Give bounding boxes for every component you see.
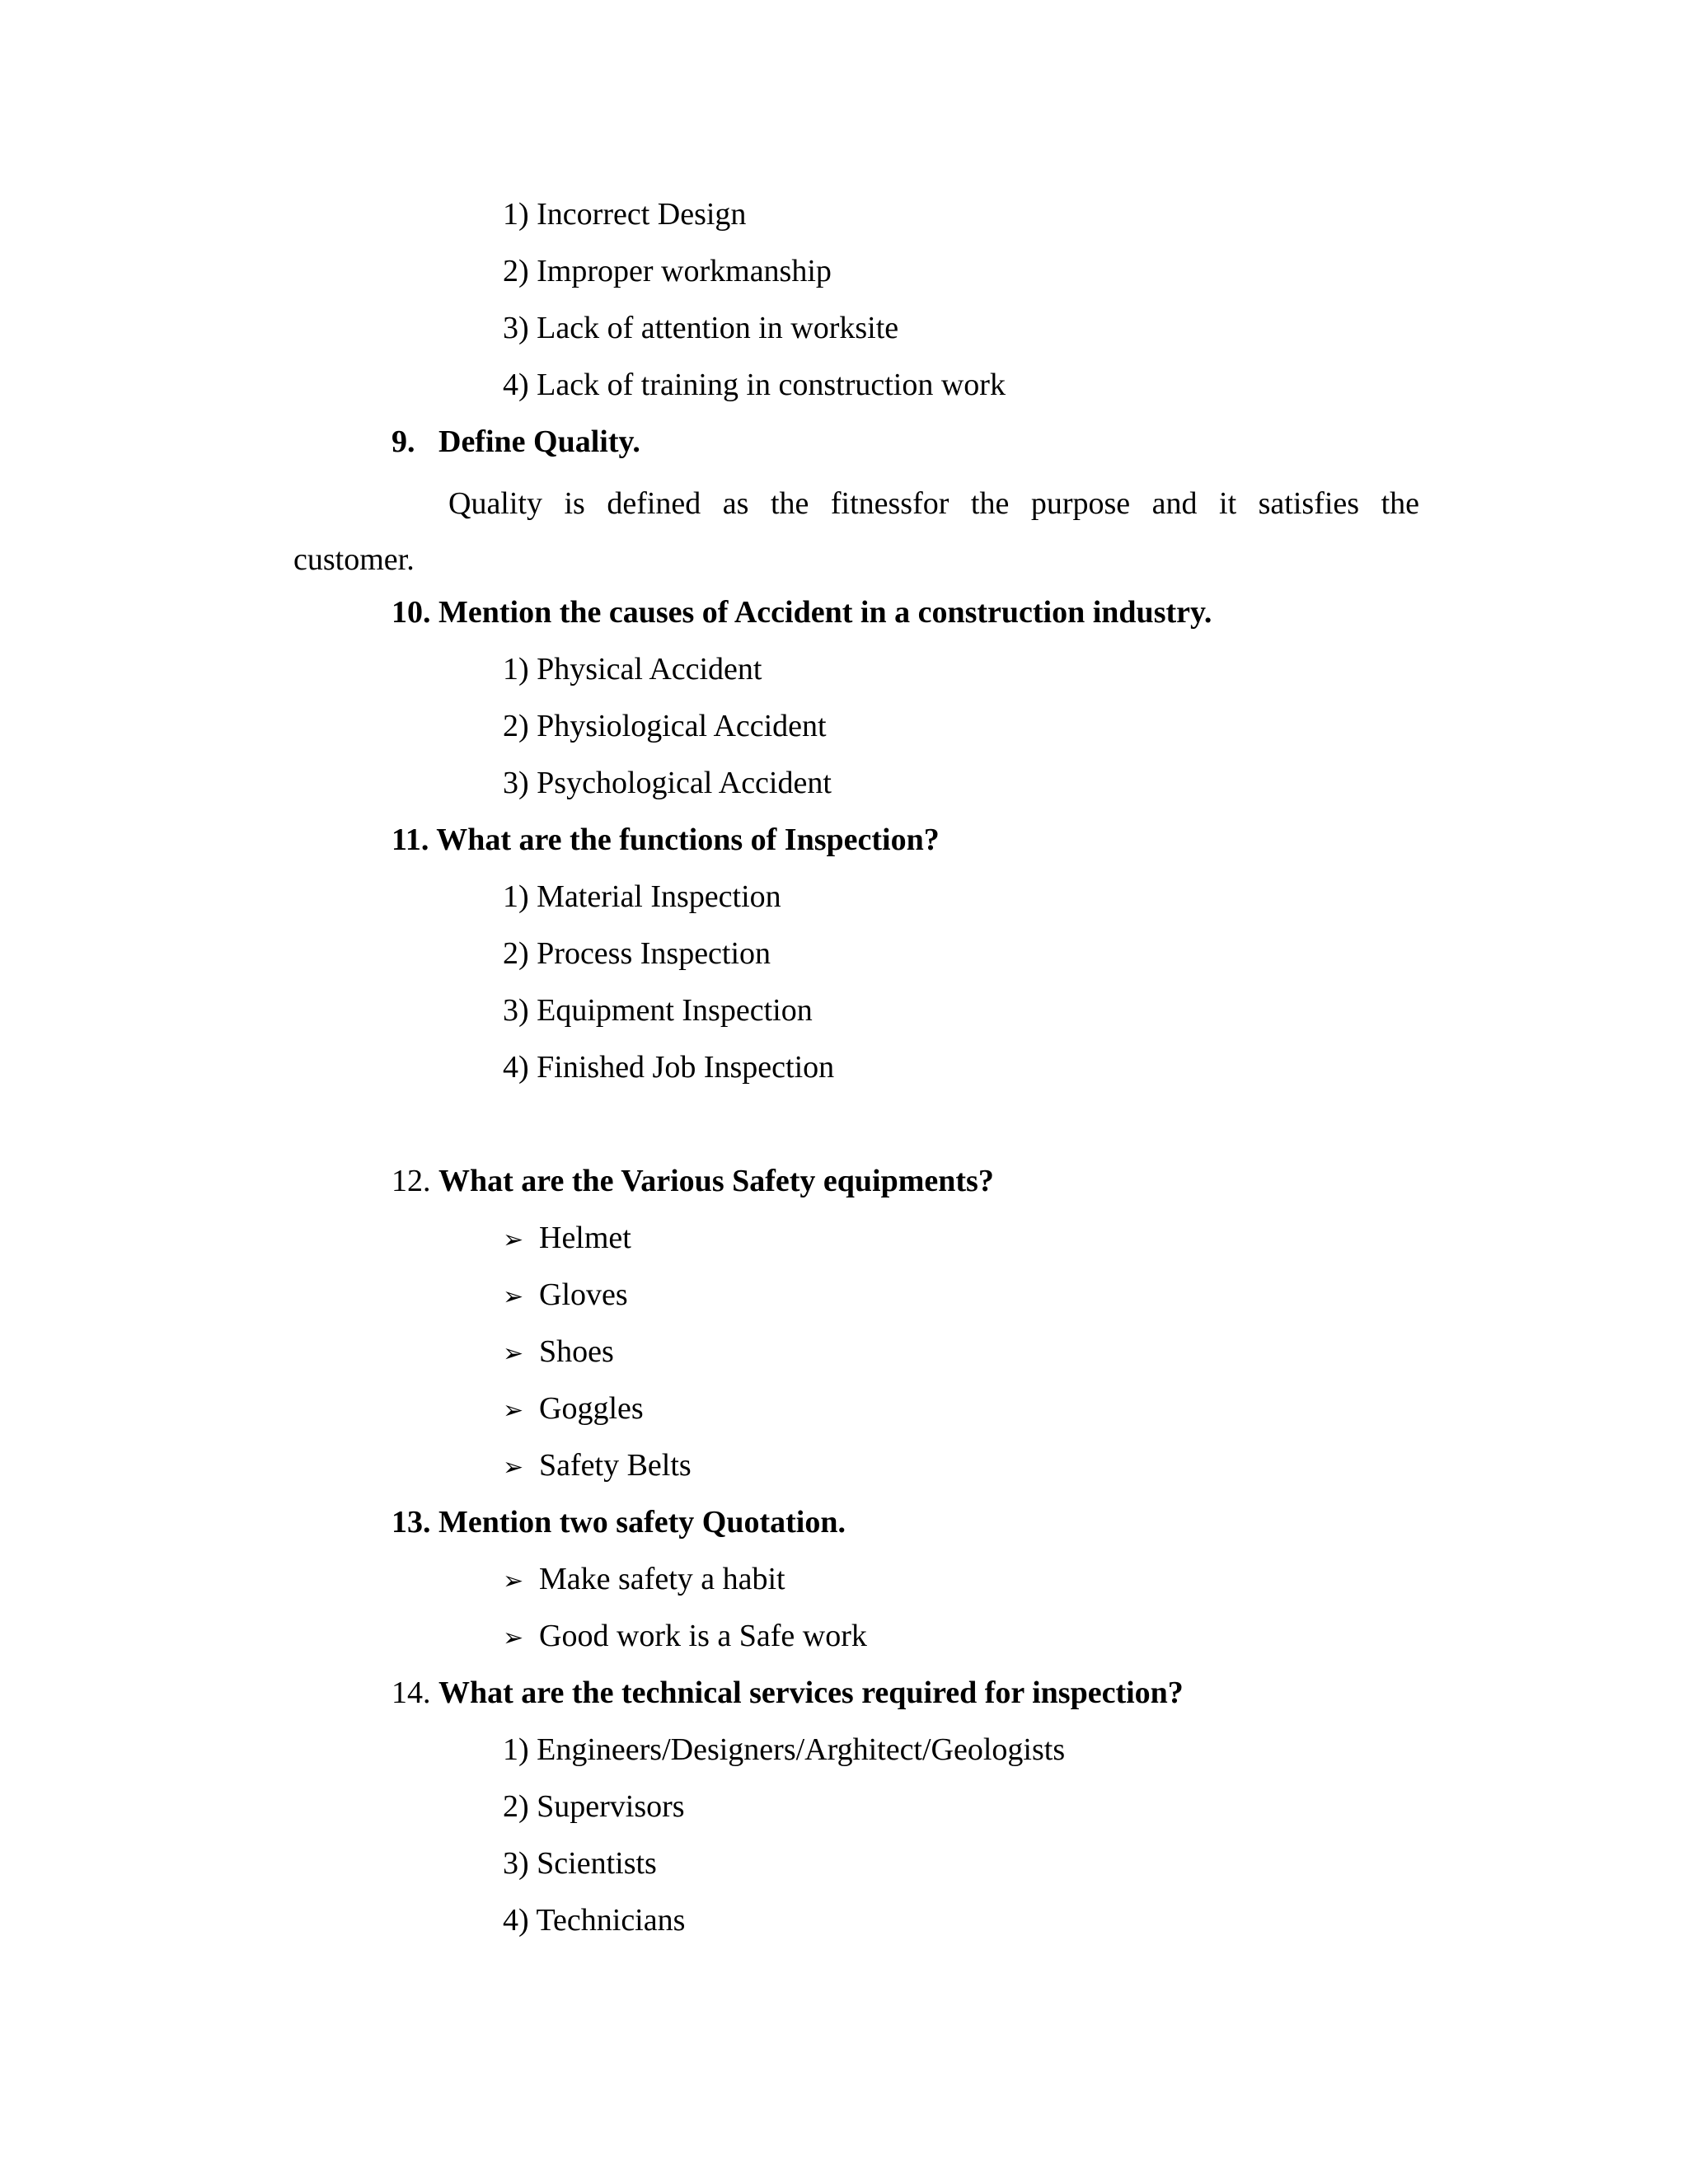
answer-paragraph-9 <box>293 476 1419 588</box>
bullet-text: Safety Belts <box>539 1448 692 1483</box>
arrowhead-bullet-icon: ➢ <box>503 1453 524 1482</box>
list-item: 3) Equipment Inspection <box>503 993 813 1028</box>
bullet-text: Gloves <box>539 1277 628 1312</box>
answer-line: Quality is defined as the fitnessfor the purpose and it satisfies the <box>448 486 1419 521</box>
bullet-item <box>503 1390 644 1429</box>
bullet-text: Shoes <box>539 1334 614 1369</box>
question-number: 9. <box>392 424 415 459</box>
list-item: 2) Supervisors <box>503 1789 685 1824</box>
arrowhead-bullet-icon: ➢ <box>503 1339 524 1368</box>
question-title: Define Quality. <box>438 424 640 459</box>
list-item: 3) Psychological Accident <box>503 766 832 800</box>
list-item: 1) Incorrect Design <box>503 197 747 232</box>
question-title: What are the Various Safety equipments? <box>438 1164 994 1198</box>
list-item: 4) Lack of training in construction work <box>503 368 1006 402</box>
bullet-item <box>503 1333 614 1372</box>
question-heading-14 <box>392 1675 1184 1711</box>
bullet-text: Goggles <box>539 1391 644 1426</box>
question-heading-10: 10. Mention the causes of Accident in a construction industry. <box>392 595 1212 630</box>
list-item: 1) Material Inspection <box>503 879 781 914</box>
list-item: 3) Scientists <box>503 1846 657 1881</box>
list-item: 4) Technicians <box>503 1903 686 1938</box>
bullet-text: Good work is a Safe work <box>539 1619 867 1653</box>
list-item: 3) Lack of attention in worksite <box>503 311 899 345</box>
question-title: What are the technical services required for inspection? <box>438 1675 1184 1710</box>
list-item: 2) Process Inspection <box>503 936 771 971</box>
question-heading-12 <box>392 1163 994 1199</box>
bullet-item <box>503 1220 631 1258</box>
list-item: 1) Engineers/Designers/Arghitect/Geologists <box>503 1732 1066 1767</box>
bullet-item <box>503 1277 628 1315</box>
answer-line: customer. <box>293 542 415 577</box>
arrowhead-bullet-icon: ➢ <box>503 1624 524 1652</box>
question-heading-13: 13. Mention two safety Quotation. <box>392 1505 846 1540</box>
list-item: 2) Improper workmanship <box>503 254 832 288</box>
bullet-item <box>503 1561 785 1600</box>
bullet-item <box>503 1447 692 1486</box>
arrowhead-bullet-icon: ➢ <box>503 1282 524 1311</box>
bullet-item <box>503 1618 867 1657</box>
bullet-text: Helmet <box>539 1221 631 1255</box>
question-number: 14. <box>392 1675 431 1710</box>
question-heading-9 <box>392 424 640 460</box>
question-number: 12. <box>392 1164 431 1198</box>
question-heading-11: 11. What are the functions of Inspection? <box>392 823 940 857</box>
list-item: 4) Finished Job Inspection <box>503 1050 835 1085</box>
list-item: 2) Physiological Accident <box>503 709 827 743</box>
arrowhead-bullet-icon: ➢ <box>503 1226 524 1254</box>
list-item: 1) Physical Accident <box>503 652 762 687</box>
bullet-text: Make safety a habit <box>539 1562 785 1596</box>
arrowhead-bullet-icon: ➢ <box>503 1396 524 1425</box>
arrowhead-bullet-icon: ➢ <box>503 1567 524 1596</box>
